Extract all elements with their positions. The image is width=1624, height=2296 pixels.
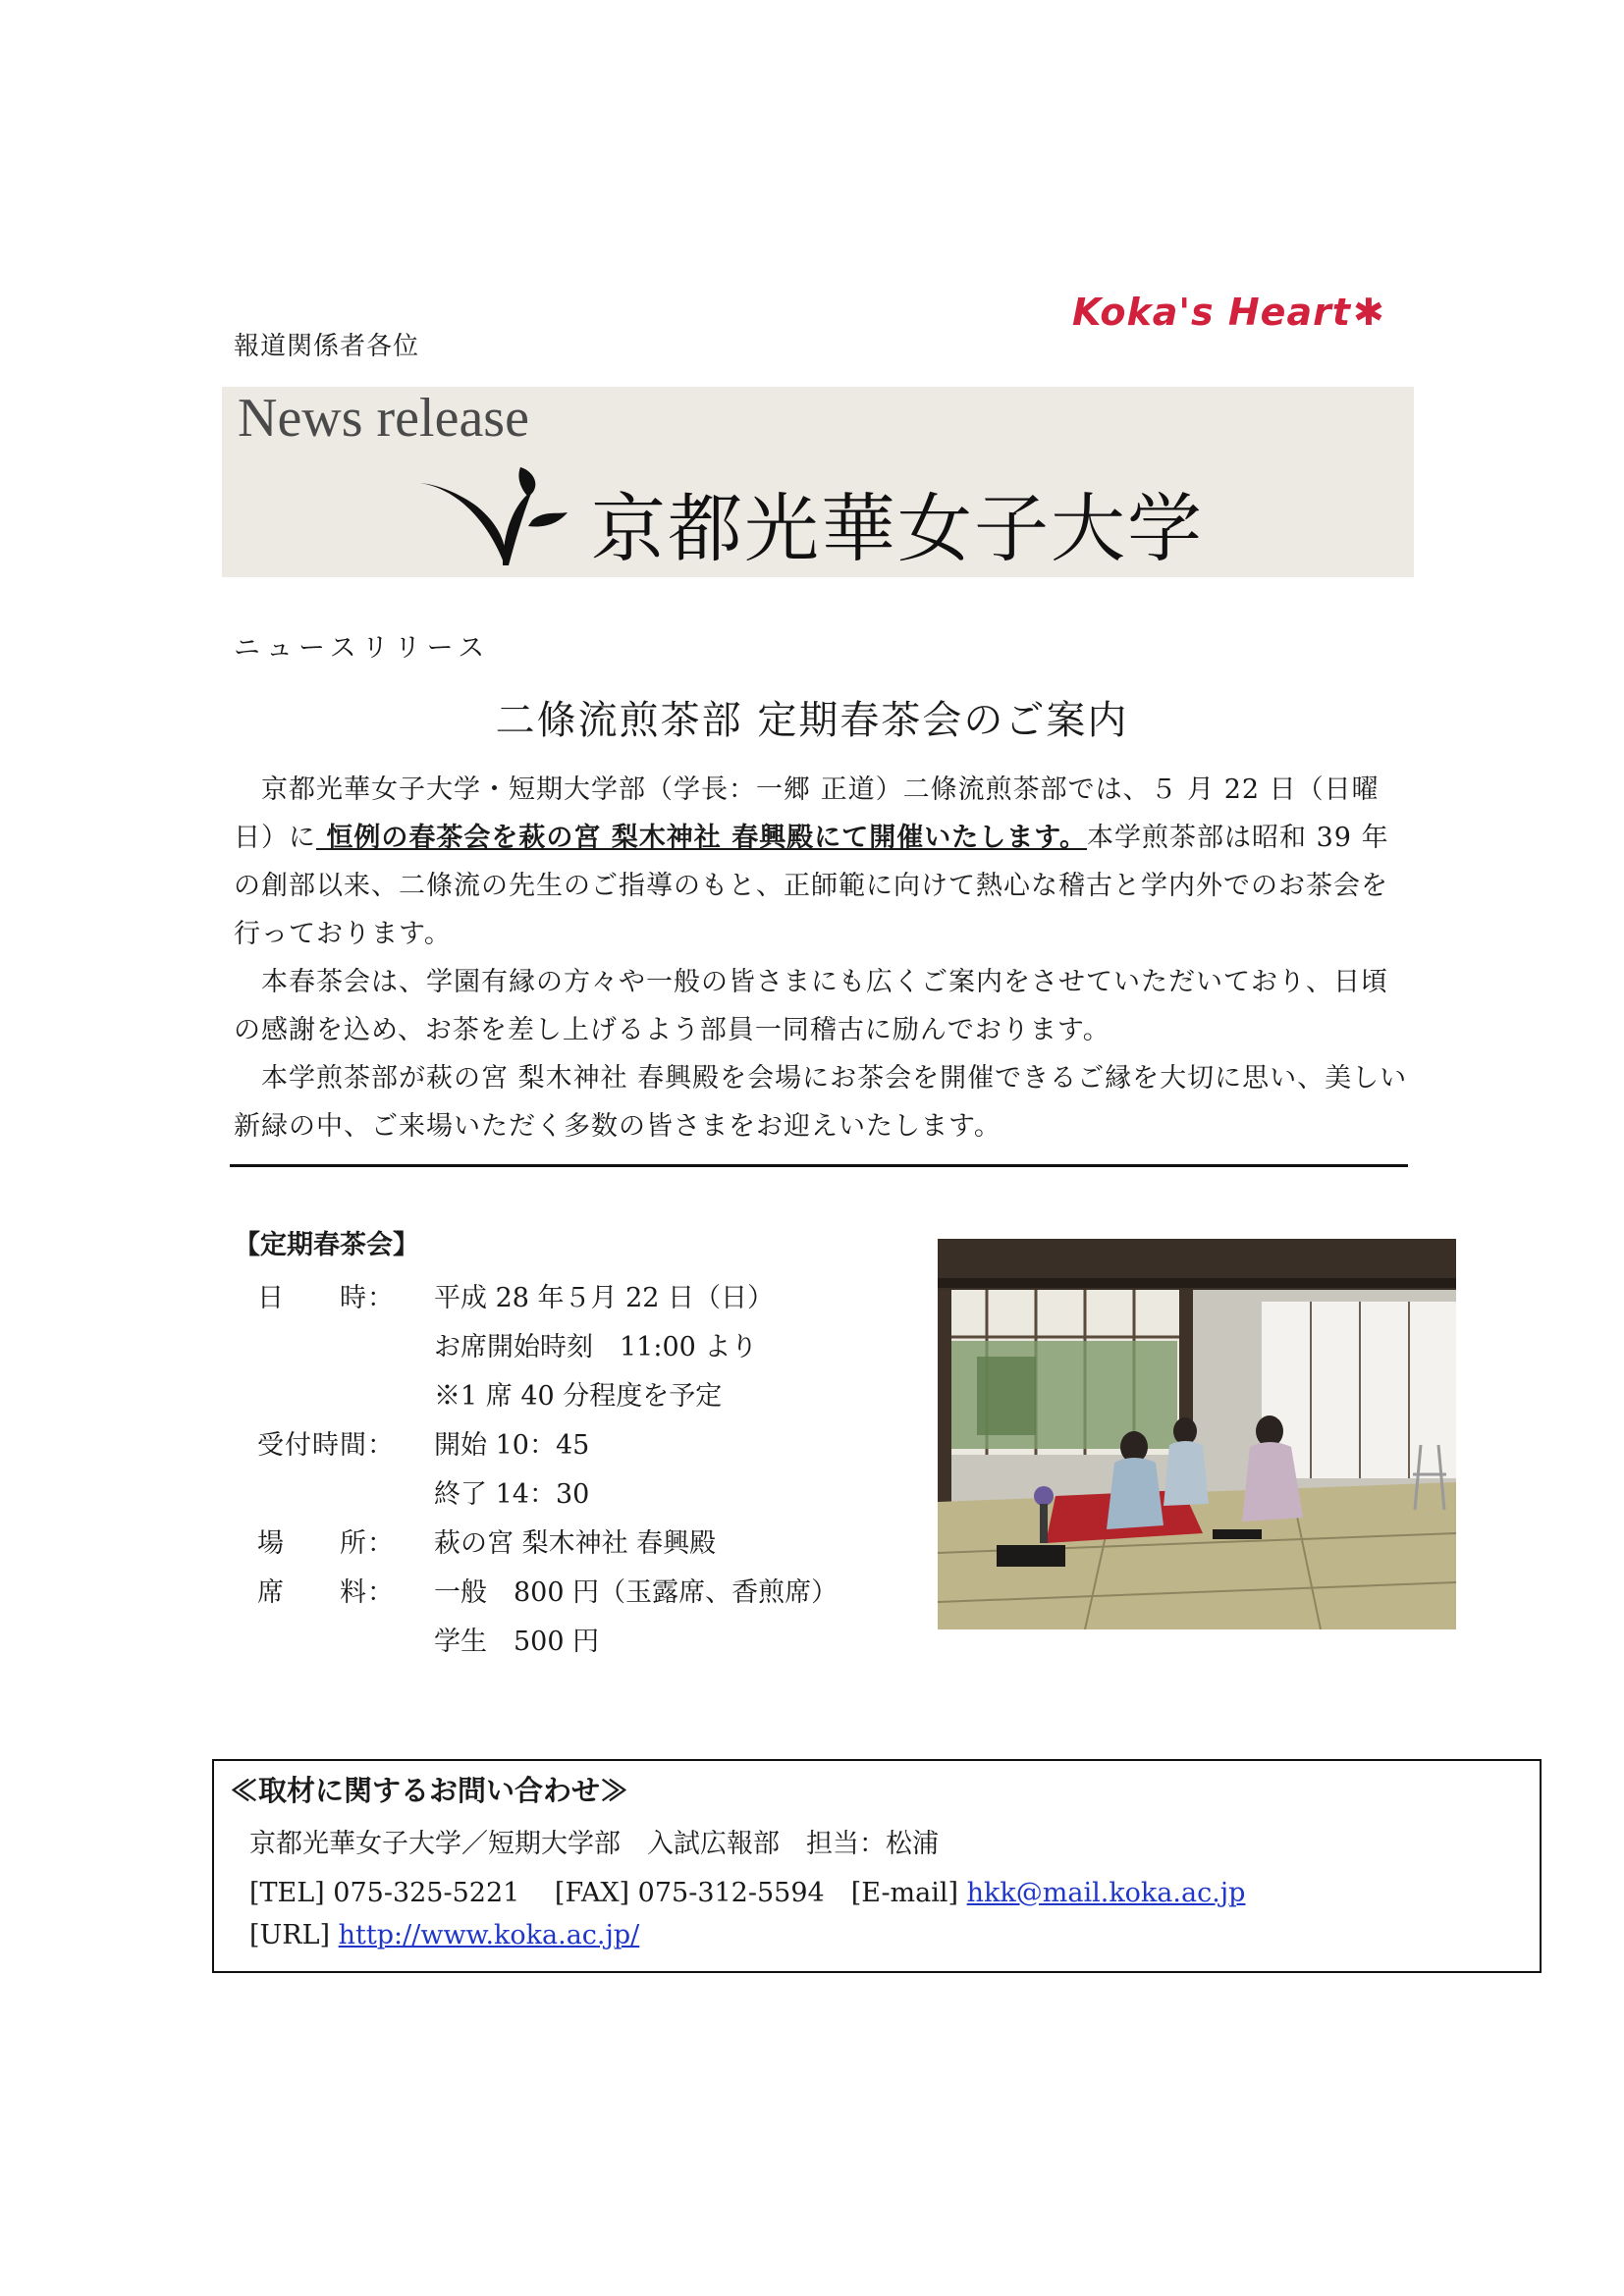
news-release-label: News release [238, 388, 529, 449]
contact-organization: 京都光華女子大学／短期大学部 入試広報部 担当：松浦 [249, 1829, 939, 1859]
event-heading: 【定期春茶会】 [234, 1230, 419, 1260]
university-leaf-logo-icon [418, 463, 569, 571]
fee-student-value: 学生 500 円 [434, 1626, 600, 1657]
reception-end-value: 終了 14：30 [434, 1478, 590, 1510]
section-divider [230, 1164, 1408, 1167]
news-release-kana-heading: ニュースリリース [234, 633, 491, 664]
tea-ceremony-photo [938, 1239, 1456, 1629]
reception-end-row [257, 1467, 838, 1516]
news-release-banner [222, 387, 1414, 577]
event-date-row [257, 1270, 838, 1319]
place-row [257, 1516, 838, 1565]
body-text [234, 766, 1410, 1150]
place-label: 場 所： [257, 1527, 395, 1559]
reception-start-row [257, 1417, 838, 1467]
date-label: 日 時： [257, 1282, 395, 1313]
fee-label: 席 料： [257, 1576, 395, 1608]
contact-url-label: [URL] [249, 1920, 339, 1950]
contact-url-line [249, 1920, 639, 1950]
document-title: 二條流煎茶部 定期春茶会のご案内 [495, 698, 1129, 743]
event-duration-row [257, 1368, 838, 1417]
addressee: 報道関係者各位 [234, 332, 420, 361]
koka-heart-logo [1072, 291, 1385, 334]
date-value: 平成 28 年５月 22 日（日） [434, 1282, 775, 1313]
event-start-time-row [257, 1319, 838, 1368]
place-value: 萩の宮 梨木神社 春興殿 [434, 1527, 717, 1559]
event-details [257, 1270, 838, 1663]
university-name: 京都光華女子大学 [591, 485, 1204, 572]
contact-heading: ≪取材に関するお問い合わせ≫ [230, 1774, 629, 1807]
contact-phone-fax-line [249, 1871, 1245, 1909]
contact-url-link[interactable]: http://www.koka.ac.jp/ [338, 1920, 640, 1950]
press-contact-box [212, 1759, 1542, 1973]
fee-general-value: 一般 800 円（玉露席、香煎席） [434, 1576, 839, 1608]
start-time-value: お席開始時刻 11:00 より [434, 1331, 758, 1362]
asterisk-icon: ✱ [1353, 291, 1385, 334]
contact-tel-fax: [TEL] 075-325-5221 [FAX] 075-312-5594 [E-mail] [249, 1878, 967, 1908]
duration-note: ※1 席 40 分程度を予定 [434, 1380, 723, 1412]
paragraph-1 [234, 766, 1410, 958]
fee-general-row [257, 1565, 838, 1614]
reception-label: 受付時間： [257, 1429, 395, 1461]
paragraph-1-rest: 本学煎茶部は昭和 39 年の創部以来、二條流の先生のご指導のもと、正師範に向けて熱心な稽古と学内外でのお茶会を行っております。 [234, 823, 1389, 949]
paragraph-1-emphasis: 恒例の春茶会を萩の宮 梨木神社 春興殿にて開催いたします。 [316, 823, 1088, 853]
reception-start-value: 開始 10：45 [434, 1429, 590, 1461]
paragraph-3: 本学煎茶部が萩の宮 梨木神社 春興殿を会場にお茶会を開催できるご縁を大切に思い、美しい新緑の中、ご来場いただく多数の皆さまをお迎えいたします。 [234, 1063, 1408, 1142]
paragraph-1-intro: 京都光華女子大学・短期大学部（学長：一郷 正道）二條流煎茶部では、５ 月 22 日（日曜日）に [234, 774, 1380, 853]
contact-email-link[interactable]: hkk@mail.koka.ac.jp [966, 1878, 1246, 1908]
fee-student-row [257, 1614, 838, 1663]
brand-mark-text: Koka's Heart [1072, 291, 1351, 334]
paragraph-2: 本春茶会は、学園有縁の方々や一般の皆さまにも広くご案内をさせていただいており、日頃の感謝を込め、お茶を差し上げるよう部員一同稽古に励んでおります。 [234, 967, 1388, 1045]
